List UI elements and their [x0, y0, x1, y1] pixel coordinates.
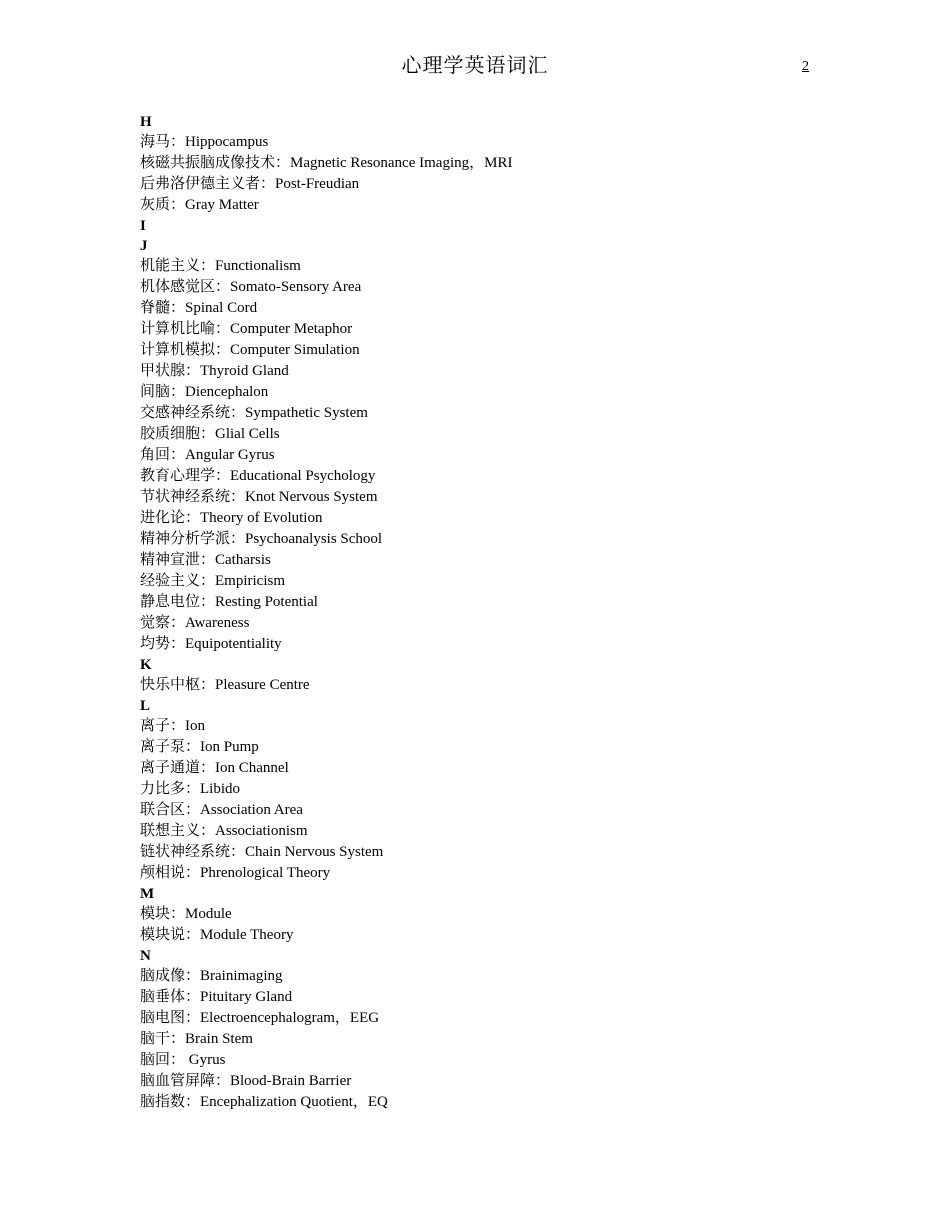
- glossary-entry: 脑血管屏障：Blood-Brain Barrier: [140, 1073, 352, 1089]
- page-header: [0, 52, 950, 82]
- page-title: 心理学英语词汇: [401, 55, 549, 77]
- glossary-entry: 脑指数：Encephalization Quotient，EQ: [140, 1094, 388, 1110]
- glossary-entry: 甲状腺：Thyroid Gland: [140, 363, 289, 379]
- section-letter-heading: J: [140, 238, 148, 254]
- glossary-entry: 间脑：Diencephalon: [140, 384, 269, 400]
- glossary-entry: 力比多：Libido: [140, 781, 240, 797]
- glossary-entry: 机体感觉区：Somato-Sensory Area: [140, 279, 362, 295]
- section-letter-heading: K: [140, 657, 152, 673]
- glossary-entry: 进化论：Theory of Evolution: [140, 510, 323, 526]
- glossary-entry: 经验主义：Empiricism: [140, 573, 285, 589]
- section-letter-heading: I: [140, 218, 146, 234]
- glossary-entry: 角回：Angular Gyrus: [140, 447, 275, 463]
- glossary-entry: 联想主义：Associationism: [140, 823, 308, 839]
- section-letter-heading: M: [140, 886, 155, 902]
- glossary-entry: 交感神经系统：Sympathetic System: [140, 405, 368, 421]
- glossary-entry: 离子通道：Ion Channel: [140, 760, 289, 776]
- glossary-list: [140, 112, 840, 1113]
- glossary-entry: 计算机模拟：Computer Simulation: [140, 342, 360, 358]
- glossary-entry: 计算机比喻：Computer Metaphor: [140, 321, 353, 337]
- page-number: 2: [802, 59, 809, 74]
- glossary-entry: 颅相说：Phrenological Theory: [140, 865, 331, 881]
- glossary-entry: 核磁共振脑成像技术：Magnetic Resonance Imaging，MRI: [140, 155, 513, 171]
- glossary-entry: 模块说：Module Theory: [140, 927, 294, 943]
- glossary-entry: 节状神经系统：Knot Nervous System: [140, 489, 378, 505]
- glossary-entry: 脊髓：Spinal Cord: [140, 300, 258, 316]
- glossary-entry: 脑干：Brain Stem: [140, 1031, 253, 1047]
- glossary-entry: 离子：Ion: [140, 718, 205, 734]
- glossary-entry: 后弗洛伊德主义者：Post-Freudian: [140, 176, 360, 192]
- glossary-entry: 静息电位：Resting Potential: [140, 594, 318, 610]
- glossary-entry: 觉察：Awareness: [140, 615, 250, 631]
- glossary-entry: 快乐中枢：Pleasure Centre: [140, 677, 310, 693]
- glossary-entry: 机能主义：Functionalism: [140, 258, 301, 274]
- glossary-entry: 脑回： Gyrus: [140, 1052, 226, 1068]
- glossary-entry: 离子泵：Ion Pump: [140, 739, 259, 755]
- glossary-entry: 海马：Hippocampus: [140, 134, 269, 150]
- glossary-entry: 精神宣泄：Catharsis: [140, 552, 271, 568]
- glossary-entry: 脑垂体：Pituitary Gland: [140, 989, 293, 1005]
- glossary-entry: 模块：Module: [140, 906, 232, 922]
- glossary-entry: 教育心理学：Educational Psychology: [140, 468, 376, 484]
- section-letter-heading: N: [140, 948, 151, 964]
- glossary-entry: 胶质细胞：Glial Cells: [140, 426, 280, 442]
- glossary-entry: 链状神经系统：Chain Nervous System: [140, 844, 384, 860]
- glossary-entry: 灰质：Gray Matter: [140, 197, 259, 213]
- glossary-entry: 脑成像：Brainimaging: [140, 968, 283, 984]
- section-letter-heading: H: [140, 114, 152, 130]
- glossary-entry: 均势：Equipotentiality: [140, 636, 282, 652]
- glossary-entry: 精神分析学派：Psychoanalysis School: [140, 531, 383, 547]
- glossary-entry: 联合区：Association Area: [140, 802, 303, 818]
- section-letter-heading: L: [140, 698, 151, 714]
- glossary-entry: 脑电图：Electroencephalogram，EEG: [140, 1010, 380, 1026]
